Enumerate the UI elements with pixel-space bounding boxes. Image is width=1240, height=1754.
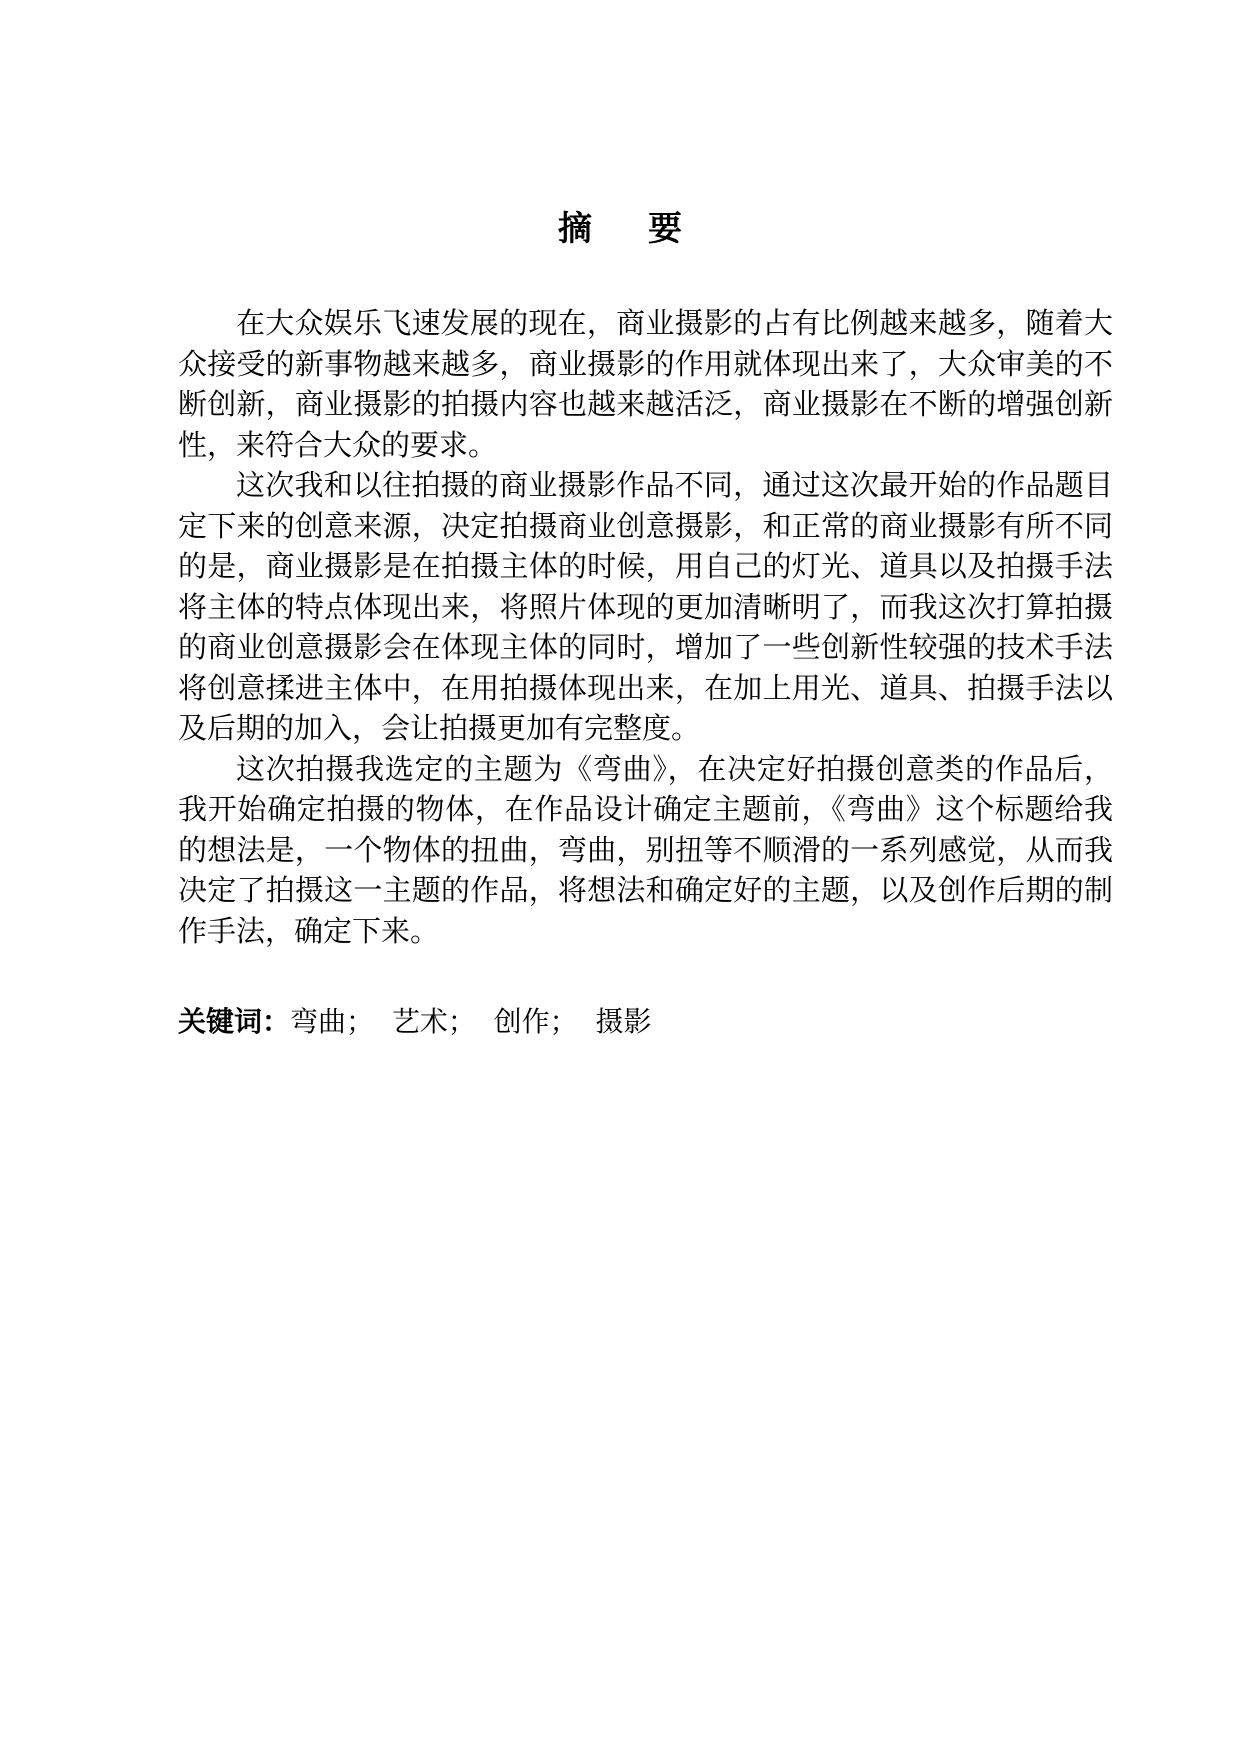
keyword-item: 弯曲； — [290, 1005, 375, 1038]
keyword-item: 摄影 — [595, 1005, 652, 1038]
abstract-paragraph-3: 这次拍摄我选定的主题为《弯曲》，在决定好拍摄创意类的作品后，我开始确定拍摄的物体，在作品设计确定主题前，《弯曲》这个标题给我的想法是，一个物体的扭曲，弯曲，别扭等不顺滑的一系列感觉，从而我决定了拍摄这一主题的作品，将想法和确定好的主题，以及创作后期的制作手法，确定下来。 — [178, 751, 1113, 948]
keywords-line — [178, 1002, 1113, 1042]
abstract-paragraph-2: 这次我和以往拍摄的商业摄影作品不同，通过这次最开始的作品题目定下来的创意来源，决定拍摄商业创意摄影，和正常的商业摄影有所不同的是，商业摄影是在拍摄主体的时候，用自己的灯光、道具以及拍摄手法将主体的特点体现出来，将照片体现的更加清晰明了，而我这次打算拍摄的商业创意摄影会在体现主体的同时，增加了一些创新性较强的技术手法将创意揉进主体中，在用拍摄体现出来，在加上用光、道具、拍摄手法以及后期的加入，会让拍摄更加有完整度。 — [178, 468, 1113, 745]
abstract-title: 摘要 — [558, 209, 738, 249]
keywords-label: 关键词： — [178, 1005, 291, 1038]
keyword-item: 创作； — [493, 1005, 578, 1038]
abstract-body — [178, 303, 1113, 951]
keyword-item: 艺术； — [391, 1005, 476, 1038]
abstract-paragraph-1: 在大众娱乐飞速发展的现在，商业摄影的占有比例越来越多，随着大众接受的新事物越来越多，商业摄影的作用就体现出来了，大众审美的不断创新，商业摄影的拍摄内容也越来越活泛，商业摄影在不断的增强创新性，来符合大众的要求。 — [178, 306, 1113, 462]
